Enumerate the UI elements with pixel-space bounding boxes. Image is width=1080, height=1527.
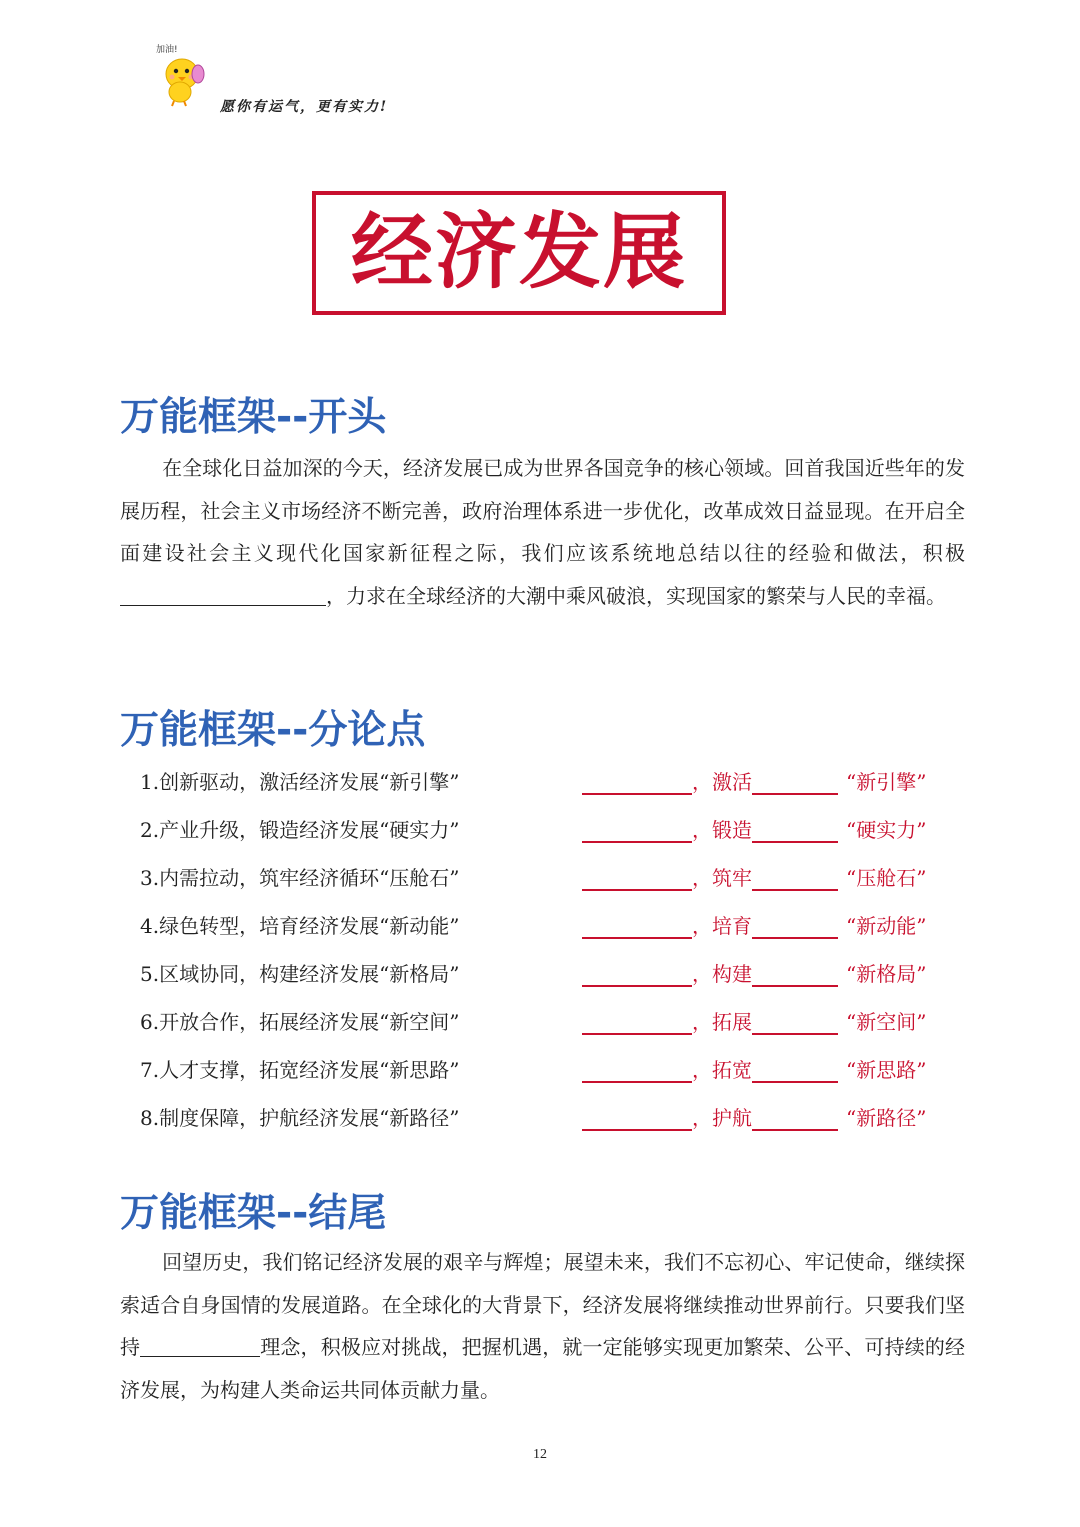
point-answer	[582, 1002, 926, 1042]
fill-blank[interactable]	[752, 815, 838, 843]
fill-blank[interactable]	[582, 1007, 692, 1035]
point-verb: 拓展	[712, 1010, 752, 1034]
fill-blank[interactable]	[752, 1103, 838, 1131]
comma: ，	[692, 770, 712, 794]
point-answer	[582, 954, 926, 994]
closing-text-2: 理念，积极应对挑战，把握机遇，就一定能够实现更加繁荣、公平、可持续的经济发展，为构建人类命运共同体贡献力量。	[120, 1335, 966, 1402]
mascot-tag-label: 加油!	[156, 45, 178, 55]
point-quote: “新路径”	[846, 1106, 927, 1130]
chick-mascot-icon	[150, 40, 220, 110]
fill-blank[interactable]	[582, 863, 692, 891]
comma: ，	[692, 1106, 712, 1130]
point-quote: “新引擎”	[846, 770, 927, 794]
point-quote: “新思路”	[846, 1058, 927, 1082]
point-quote: “新空间”	[846, 1010, 927, 1034]
list-item	[140, 1098, 970, 1138]
fill-blank[interactable]	[582, 1055, 692, 1083]
point-text: 4.绿色转型，培育经济发展“新动能”	[140, 914, 460, 938]
point-text: 6.开放合作，拓展经济发展“新空间”	[140, 1010, 460, 1034]
list-item	[140, 1002, 970, 1042]
comma: ，	[692, 1010, 712, 1034]
closing-paragraph	[120, 1241, 965, 1411]
point-verb: 激活	[712, 770, 752, 794]
fill-blank[interactable]	[582, 1103, 692, 1131]
fill-blank[interactable]	[582, 767, 692, 795]
list-item	[140, 762, 970, 802]
section-heading-opening: 万能框架--开头	[120, 395, 387, 440]
fill-blank[interactable]	[582, 815, 692, 843]
point-verb: 拓宽	[712, 1058, 752, 1082]
comma: ，	[692, 818, 712, 842]
opening-text-1: 在全球化日益加深的今天，经济发展已成为世界各国竞争的核心领域。回首我国近些年的发展历程，社会主义市场经济不断完善，政府治理体系进一步优化，改革成效日益显现。在开启全面建设社会主义现代化国家新征程之际，我们应该系统地总结以往的经验和做法，积极	[120, 456, 965, 565]
point-answer	[582, 1050, 926, 1090]
point-text: 3.内需拉动，筑牢经济循环“压舱石”	[140, 866, 460, 890]
comma: ，	[692, 962, 712, 986]
comma: ，	[692, 1058, 712, 1082]
point-verb: 培育	[712, 914, 752, 938]
fill-blank[interactable]	[752, 1055, 838, 1083]
point-verb: 护航	[712, 1106, 752, 1130]
list-item	[140, 858, 970, 898]
point-quote: “新格局”	[846, 962, 927, 986]
opening-text-2: ，力求在全球经济的大潮中乘风破浪，实现国家的繁荣与人民的幸福。	[326, 583, 946, 608]
point-answer	[582, 810, 926, 850]
point-answer	[582, 762, 926, 802]
page-number: 12	[533, 1447, 547, 1462]
fill-blank[interactable]	[582, 911, 692, 939]
page-title: 经济发展	[350, 205, 687, 300]
closing-text-1: 回望历史，我们铭记经济发展的艰辛与辉煌；展望未来，我们不忘初心、牢记使命，继续探索适合自身国情的发展道路。在全球化的大背景下，经济发展将继续推动世界前行。只要我们坚持	[120, 1250, 965, 1359]
list-item	[140, 810, 970, 850]
list-item	[140, 906, 970, 946]
point-text: 8.制度保障，护航经济发展“新路径”	[140, 1106, 460, 1130]
fill-blank[interactable]	[752, 959, 838, 987]
fill-blank[interactable]	[582, 959, 692, 987]
page-header	[150, 40, 470, 120]
point-answer	[582, 906, 926, 946]
point-answer	[582, 858, 926, 898]
point-text: 2.产业升级，锻造经济发展“硬实力”	[140, 818, 460, 842]
motto-text: 愿你有运气，更有实力!	[220, 99, 389, 115]
fill-blank[interactable]	[752, 767, 838, 795]
title-box	[312, 191, 726, 315]
point-text: 5.区域协同，构建经济发展“新格局”	[140, 962, 460, 986]
point-text: 7.人才支撑，拓宽经济发展“新思路”	[140, 1058, 460, 1082]
point-text: 1.创新驱动，激活经济发展“新引擎”	[140, 770, 460, 794]
comma: ，	[692, 914, 712, 938]
fill-blank[interactable]	[752, 1007, 838, 1035]
list-item	[140, 954, 970, 994]
fill-blank[interactable]	[120, 585, 326, 606]
point-answer	[582, 1098, 926, 1138]
section-heading-closing: 万能框架--结尾	[120, 1191, 387, 1236]
point-verb: 构建	[712, 962, 752, 986]
list-item	[140, 1050, 970, 1090]
point-quote: “新动能”	[846, 914, 927, 938]
opening-paragraph	[120, 447, 965, 617]
point-verb: 锻造	[712, 818, 752, 842]
fill-blank[interactable]	[140, 1336, 260, 1357]
comma: ，	[692, 866, 712, 890]
point-quote: “压舱石”	[846, 866, 927, 890]
section-heading-points: 万能框架--分论点	[120, 708, 426, 753]
point-verb: 筑牢	[712, 866, 752, 890]
fill-blank[interactable]	[752, 863, 838, 891]
point-quote: “硬实力”	[846, 818, 927, 842]
fill-blank[interactable]	[752, 911, 838, 939]
